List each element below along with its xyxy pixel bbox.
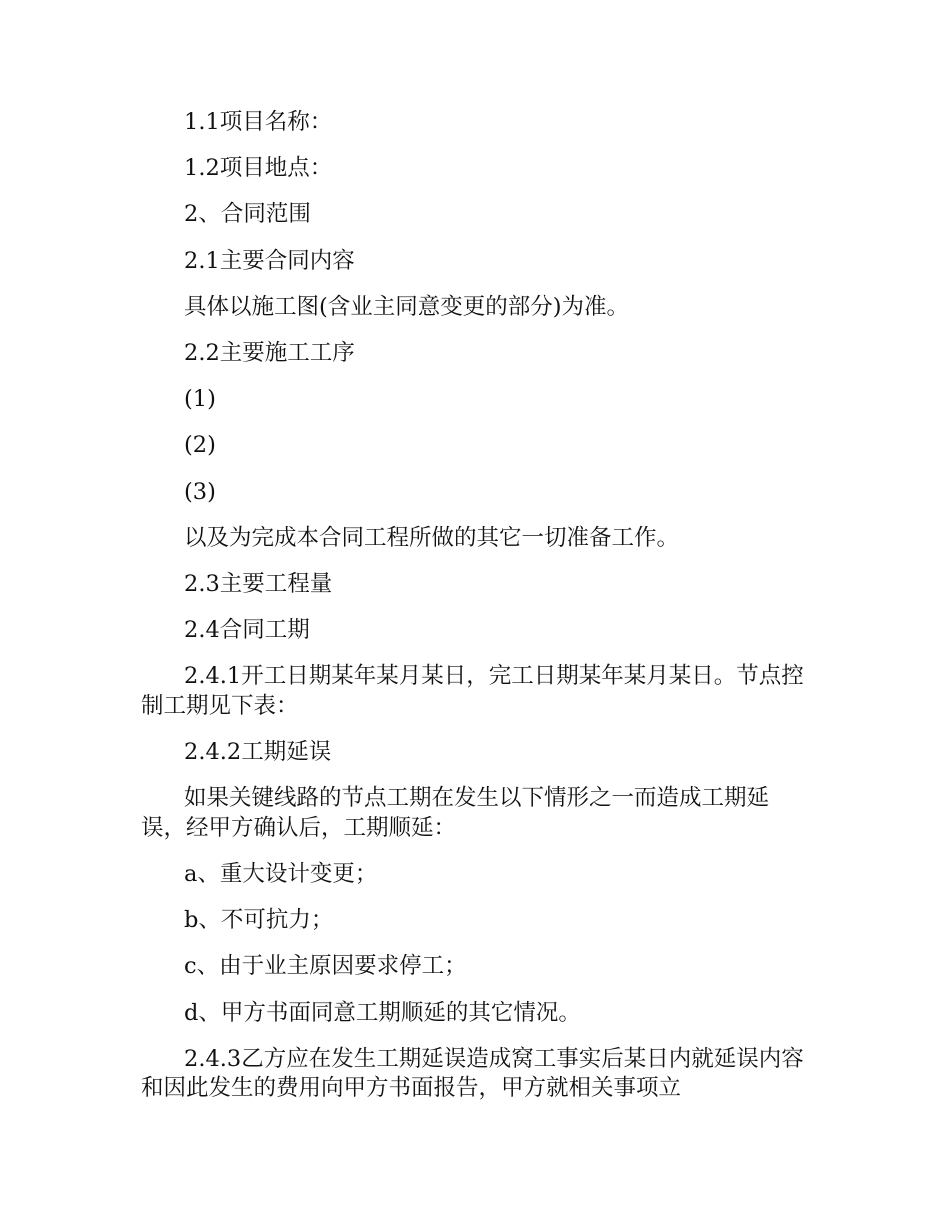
paragraph-preparation-work: 以及为完成本合同工程所做的其它一切准备工作。 (184, 524, 680, 551)
list-item-a: a、重大设计变更； (184, 861, 378, 887)
heading-contract-period: 2.4合同工期 (184, 617, 310, 644)
paragraph-delay-conditions: 如果关键线路的节点工期在发生以下情形之一而造成工期延误，经甲方确认后，工期顺延： (141, 785, 770, 841)
paragraph-construction-drawings: 具体以施工图(含业主同意变更的部分)为准。 (184, 293, 630, 320)
list-item-3: (3) (184, 478, 216, 505)
paragraph-delay-report: 2.4.3乙方应在发生工期延误造成窝工事实后某日内就延误内容和因此发生的费用向甲方书面报告，甲方就相关事项立 (141, 1045, 804, 1102)
heading-main-quantities: 2.3主要工程量 (184, 570, 333, 597)
paragraph-start-completion-dates: 2.4.1开工日期某年某月某日，完工日期某年某月某日。节点控制工期见下表： (141, 663, 804, 719)
paragraph-project-location: 1.2项目地点： (184, 155, 333, 182)
list-item-c: c、由于业主原因要求停工； (184, 953, 467, 980)
heading-period-delay: 2.4.2工期延误 (184, 739, 332, 766)
heading-main-construction-process: 2.2主要施工工序 (184, 339, 355, 366)
list-item-1: (1) (184, 386, 216, 413)
paragraph-project-name: 1.1项目名称： (184, 109, 333, 135)
heading-main-contract-content: 2.1主要合同内容 (184, 247, 355, 274)
document-body (141, 108, 813, 1121)
list-item-b: b、不可抗力； (184, 907, 334, 934)
list-item-2: (2) (184, 432, 216, 459)
list-item-d: d、甲方书面同意工期顺延的其它情况。 (184, 999, 581, 1026)
heading-contract-scope: 2、合同范围 (184, 201, 311, 228)
